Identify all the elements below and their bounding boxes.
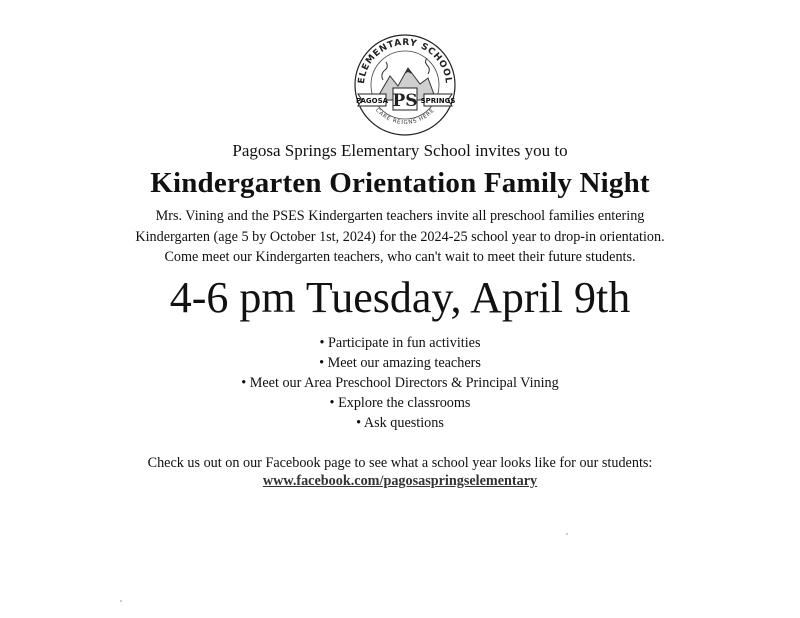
facebook-text: Check us out on our Facebook page to see what a school year looks like for our students: (147, 455, 653, 471)
school-seal-logo (350, 28, 460, 138)
activity-item: • Ask questions (0, 413, 800, 433)
seal-arc-top-text: ELEMENTARY SCHOOL (356, 37, 454, 85)
seal-arc-bottom-text: CARE REIGNS HERE (374, 107, 436, 127)
activity-item: • Meet our Area Preschool Directors & Principal Vining (0, 373, 800, 393)
description-line-2: Kindergarten (age 5 by October 1st, 2024) for the 2024-25 school year to drop-in orientation. (135, 229, 665, 245)
event-time: 4-6 pm Tuesday, April 9th (169, 273, 631, 322)
activity-item: • Explore the classrooms (0, 393, 800, 413)
activity-item: • Participate in fun activities (0, 333, 800, 353)
seal-initials: PS (392, 91, 418, 111)
seal-banner-right: SPRINGS (420, 97, 456, 105)
seal-banner-left: PAGOSA (355, 97, 389, 105)
description-line-1: Mrs. Vining and the PSES Kindergarten teachers invite all preschool families entering (155, 208, 645, 224)
invite-line: Pagosa Springs Elementary School invites you to (232, 141, 568, 160)
description-line-3: Come meet our Kindergarten teachers, who can't wait to meet their future students. (164, 249, 636, 265)
flyer-title: Kindergarten Orientation Family Night (150, 167, 650, 199)
activity-item: • Meet our amazing teachers (0, 353, 800, 373)
scan-speck (120, 600, 122, 602)
facebook-link-row (0, 473, 800, 490)
facebook-link[interactable]: www.facebook.com/pagosaspringselementary (262, 473, 538, 489)
scan-speck (566, 533, 568, 535)
activities-list (0, 333, 800, 433)
